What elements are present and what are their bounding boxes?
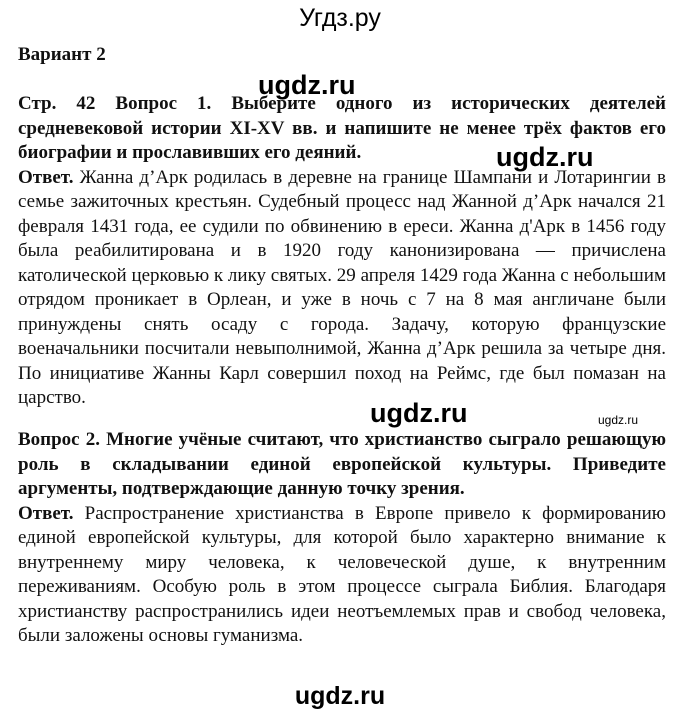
site-header: Угдз.ру [299,4,381,32]
question-2-label: Вопрос 2. [18,429,100,450]
variant-title: Вариант 2 [18,44,106,65]
answer-2-label: Ответ. [18,502,74,524]
watermark: ugdz.ru [496,142,594,172]
watermark: ugdz.ru [370,398,468,428]
watermark: ugdz.ru [258,70,356,100]
question-1-text: Выберите одного из исторических деятелей средневековой истории XI-XV вв. и напишите не менее трёх фактов его биографии и прославивших его деяний. [18,93,666,163]
question-1-label: Стр. 42 Вопрос 1. [18,93,212,114]
answer-1-text: Жанна д’Арк родилась в деревне на границе Шампани и Лотарингии в семье зажиточных крестьян. Судебный процесс над Жанной д’Арк начался 21 февраля 1431 года, ее судили по обвинению в ереси. Жанна д'Арк в 1456 году была реабилитирована и в 1920 году канонизирована — причислена католической церковью к лику святых. 29 апреля 1429 года Жанна с небольшим отрядом проникает в Орлеан, и уже в ночь с 7 на 8 мая англичане были принуждены снять осаду с города. Задачу, которую французские военачальники посчитали невыполнимой, Жанна д’Арк решила за четыре дня. По инициативе Жанны Карл совершил поход на Реймс, где был помазан на царство. [18,166,667,408]
site-footer: ugdz.ru [294,682,386,710]
watermark-small: ugdz.ru [598,413,639,427]
question-2-text: Многие учёные считают, что христианство сыграло решающую роль в складывании единой европейской культуры. Приведите аргументы, подтверждающие данную точку зрения. [18,429,667,499]
question-2-block [18,428,666,649]
answer-1-label: Ответ. [18,166,74,188]
answer-2-text: Распространение христианства в Европе привело к формированию единой европейской культуры, для которой было характерно внимание к внутреннему миру человека, к человеческой душе, к внутренним переживаниям. Особую роль в этом процессе сыграла Библия. Благодаря христианству распространились идеи неотъемлемых прав и свобод человека, были заложены основы гуманизма. [18,502,666,646]
question-1-block [18,92,666,411]
